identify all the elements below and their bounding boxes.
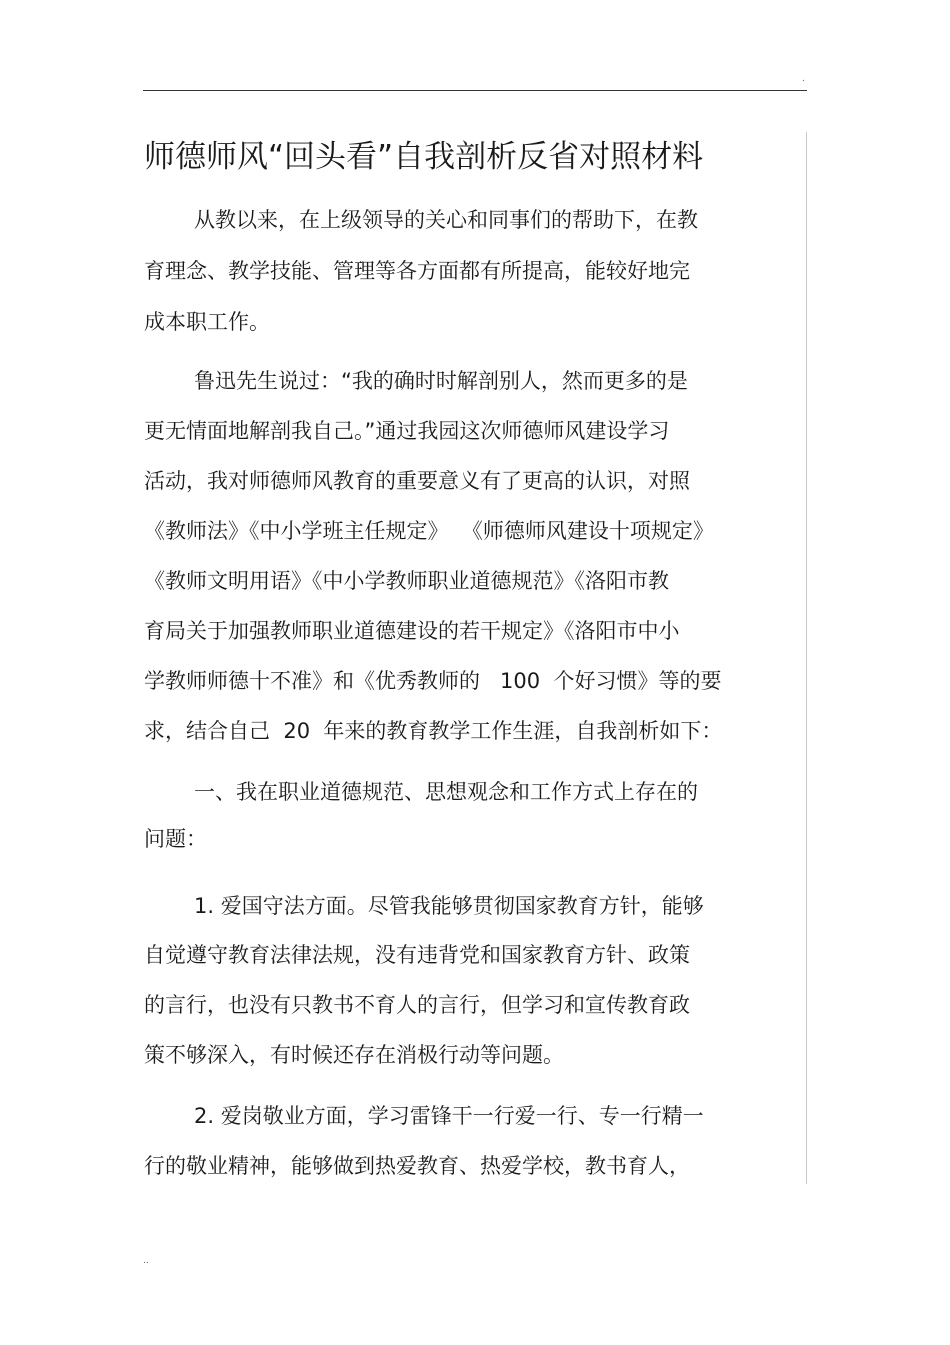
paragraph-line: 《教师法》《中小学班主任规定》 《师德师风建设十项规定》 [144,519,714,543]
header-rule [143,90,807,91]
document-title: 师德师风“回头看”自我剖析反省对照材料 [144,139,704,175]
paragraph-line: 求，结合自己 20 年来的教育教学工作生涯，自我剖析如下： [144,719,723,743]
paragraph-line: 育理念、教学技能、管理等各方面都有所提高，能较好地完 [144,259,690,283]
paragraph-line: 学教师师德十不准》和《优秀教师的 100 个好习惯》等的要 [144,669,722,693]
paragraph-line: 自觉遵守教育法律法规，没有违背党和国家教育方针、政策 [144,943,690,967]
section-heading-line: 问题： [144,827,207,851]
paragraph-line: 《教师文明用语》《中小学教师职业道德规范》《洛阳市教 [144,569,669,593]
paragraph-line: 行的敬业精神，能够做到热爱教育、热爱学校，教书育人， [144,1154,690,1178]
paragraph-line: 1. 爱国守法方面。尽管我能够贯彻国家教育方针，能够 [194,894,704,918]
header-mark: . [802,74,805,84]
paragraph-line: 更无情面地解剖我自己。”通过我园这次师德师风建设学习 [144,419,670,443]
paragraph-line: 从教以来，在上级领导的关心和同事们的帮助下，在教 [194,208,698,232]
paragraph-line: 成本职工作。 [144,310,270,334]
paragraph-line: 的言行，也没有只教书不育人的言行，但学习和宣传教育政 [144,993,690,1017]
paragraph-line: 育局关于加强教师职业道德建设的若干规定》《洛阳市中小 [144,619,680,643]
paragraph-line: 2. 爱岗敬业方面，学习雷锋干一行爱一行、专一行精一 [194,1104,704,1128]
paragraph-line: 活动，我对师德师风教育的重要意义有了更高的认识，对照 [144,469,690,493]
right-margin-rule [806,132,807,1184]
paragraph-line: 策不够深入，有时候还存在消极行动等问题。 [144,1043,564,1067]
paragraph-line: 鲁迅先生说过：“我的确时时解剖别人，然而更多的是 [194,369,688,393]
section-heading-line: 一、我在职业道德规范、思想观念和工作方式上存在的 [194,780,698,804]
footer-mark: .. [143,1256,149,1266]
